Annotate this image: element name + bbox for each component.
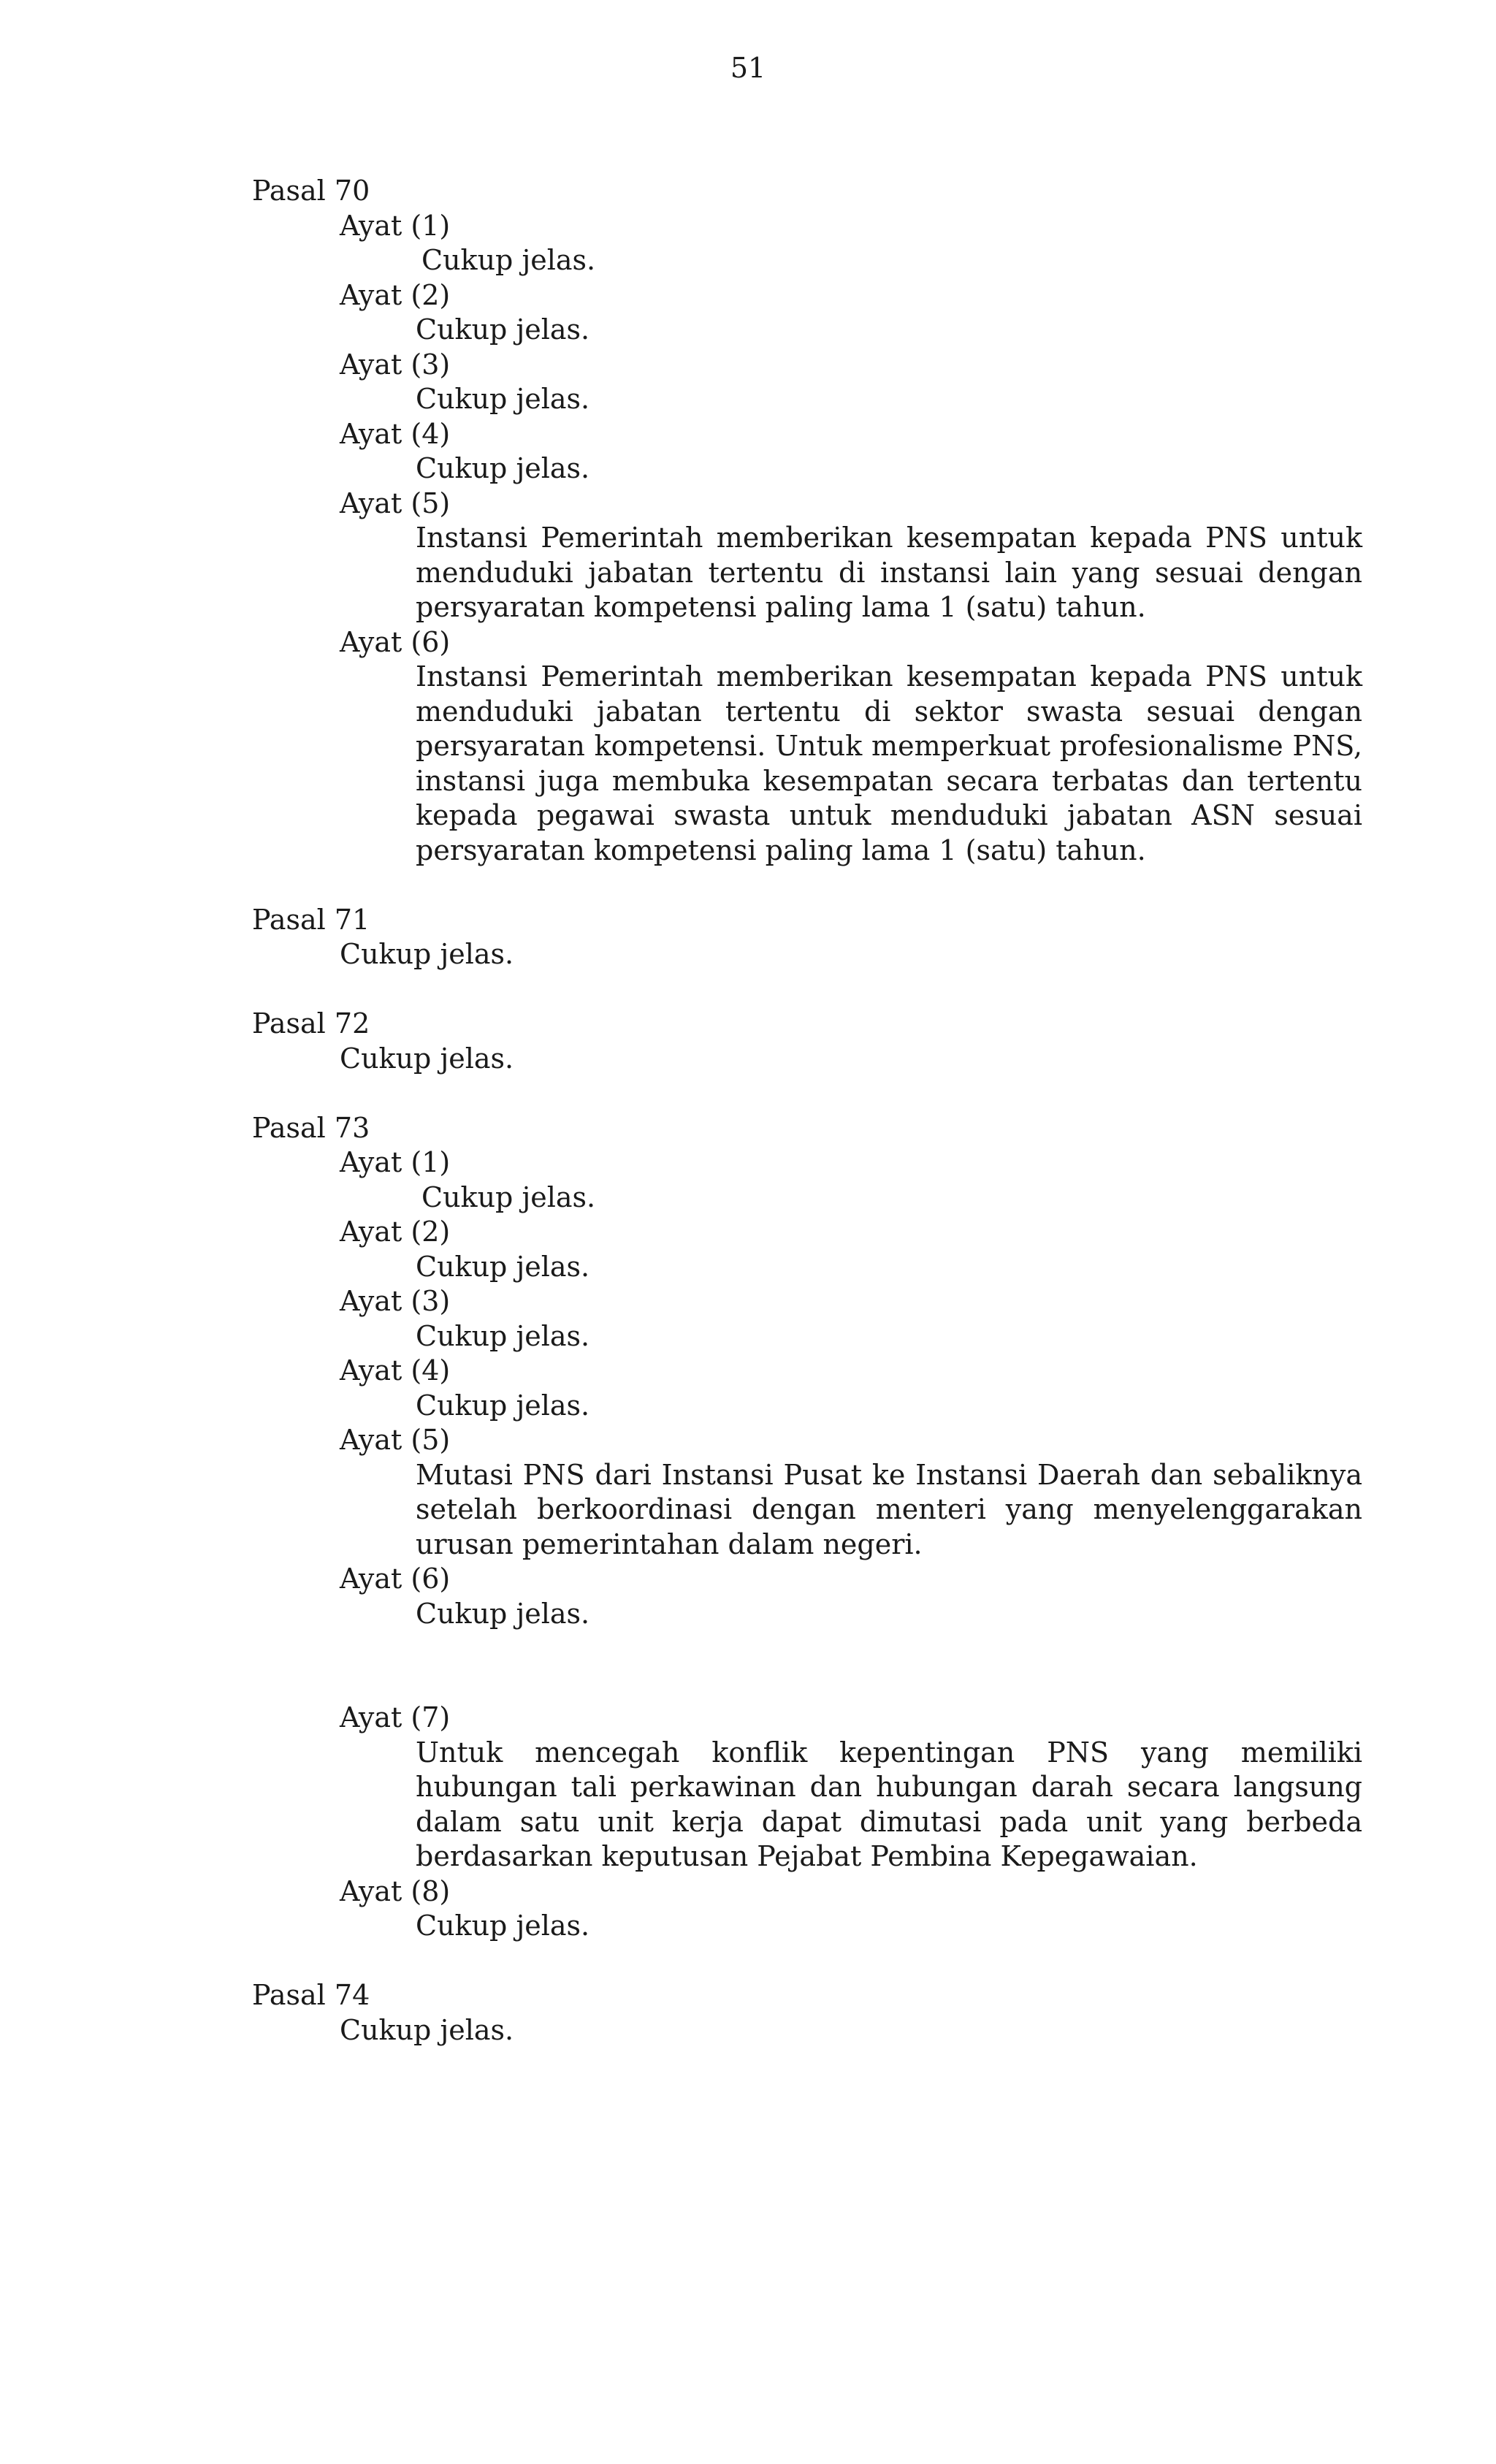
pasal-74-text: Cukup jelas. xyxy=(340,2013,514,2046)
pasal-72-title: Pasal 72 xyxy=(252,1007,370,1040)
pasal-70-ayat-4-text: Cukup jelas. xyxy=(416,452,590,484)
pasal-70-ayat-3-label: Ayat (3) xyxy=(340,348,451,381)
pasal-73-section xyxy=(252,1111,1362,1944)
pasal-71-section xyxy=(252,903,1362,972)
page-number: 51 xyxy=(730,52,766,84)
pasal-70-ayat-1-text: Cukup jelas. xyxy=(421,244,596,276)
pasal-72-section xyxy=(252,1007,1362,1076)
pasal-73-title: Pasal 73 xyxy=(252,1111,370,1144)
pasal-73-ayat-1-label: Ayat (1) xyxy=(340,1146,451,1178)
pasal-73-ayat-2-label: Ayat (2) xyxy=(340,1216,451,1248)
pasal-72-text: Cukup jelas. xyxy=(340,1042,514,1075)
spacer xyxy=(252,1944,1362,1979)
pasal-70-ayat-5-label: Ayat (5) xyxy=(340,487,451,519)
pasal-73-ayat-6-label: Ayat (6) xyxy=(340,1563,451,1595)
pasal-73-ayat-4-label: Ayat (4) xyxy=(340,1354,451,1387)
pasal-70-ayat-3-text: Cukup jelas. xyxy=(416,383,590,415)
document-body xyxy=(252,174,1362,2048)
pasal-73-ayat-3-text: Cukup jelas. xyxy=(416,1319,590,1352)
pasal-70-ayat-1-label: Ayat (1) xyxy=(340,209,451,242)
pasal-73-ayat-7-text: Untuk mencegah konflik kepentingan PNS yang memiliki hubungan tali perkawinan dan hubungan darah secara langsung dalam satu unit kerja dapat dimutasi pada unit yang berbeda berdasarkan keputusan Pejabat Pembina Kepegawaian. xyxy=(416,1736,1362,1872)
pasal-73-ayat-8-text: Cukup jelas. xyxy=(416,1910,590,1942)
pasal-73-ayat-8-label: Ayat (8) xyxy=(340,1874,451,1907)
pasal-70-ayat-2-text: Cukup jelas. xyxy=(416,313,590,346)
pasal-70-section xyxy=(252,174,1362,868)
pasal-71-title: Pasal 71 xyxy=(252,903,370,936)
pasal-71-text: Cukup jelas. xyxy=(340,938,514,970)
pasal-73-ayat-7-label: Ayat (7) xyxy=(340,1701,451,1733)
pasal-70-ayat-6-label: Ayat (6) xyxy=(340,625,451,658)
pasal-74-section xyxy=(252,1978,1362,2048)
spacer xyxy=(252,868,1362,903)
pasal-73-ayat-3-label: Ayat (3) xyxy=(340,1285,451,1317)
spacer xyxy=(252,1076,1362,1111)
spacer xyxy=(252,972,1362,1007)
pasal-73-ayat-4-text: Cukup jelas. xyxy=(416,1389,590,1422)
pasal-74-title: Pasal 74 xyxy=(252,1979,370,2011)
pasal-70-ayat-5-text: Instansi Pemerintah memberikan kesempatan kepada PNS untuk menduduki jabatan tertentu di instansi lain yang sesuai dengan persyaratan kompetensi paling lama 1 (satu) tahun. xyxy=(416,522,1362,623)
pasal-70-ayat-4-label: Ayat (4) xyxy=(340,417,451,450)
spacer xyxy=(252,1631,1362,1701)
pasal-70-ayat-6-text: Instansi Pemerintah memberikan kesempatan kepada PNS untuk menduduki jabatan tertentu di sektor swasta sesuai dengan persyaratan kompetensi. Untuk memperkuat profesionalisme PNS, instansi juga membuka kesempatan secara terbatas dan tertentu kepada pegawai swasta untuk menduduki jabatan ASN sesuai persyaratan kompetensi paling lama 1 (satu) tahun. xyxy=(416,660,1362,866)
pasal-73-ayat-5-label: Ayat (5) xyxy=(340,1424,451,1456)
pasal-73-ayat-6-text: Cukup jelas. xyxy=(416,1597,590,1630)
pasal-73-ayat-5-text: Mutasi PNS dari Instansi Pusat ke Instansi Daerah dan sebaliknya setelah berkoordinasi dengan menteri yang menyelenggarakan urusan pemerintahan dalam negeri. xyxy=(416,1458,1362,1560)
pasal-70-ayat-2-label: Ayat (2) xyxy=(340,278,451,311)
pasal-73-ayat-1-text: Cukup jelas. xyxy=(421,1180,596,1213)
pasal-73-ayat-2-text: Cukup jelas. xyxy=(416,1250,590,1283)
pasal-70-title: Pasal 70 xyxy=(252,175,370,207)
